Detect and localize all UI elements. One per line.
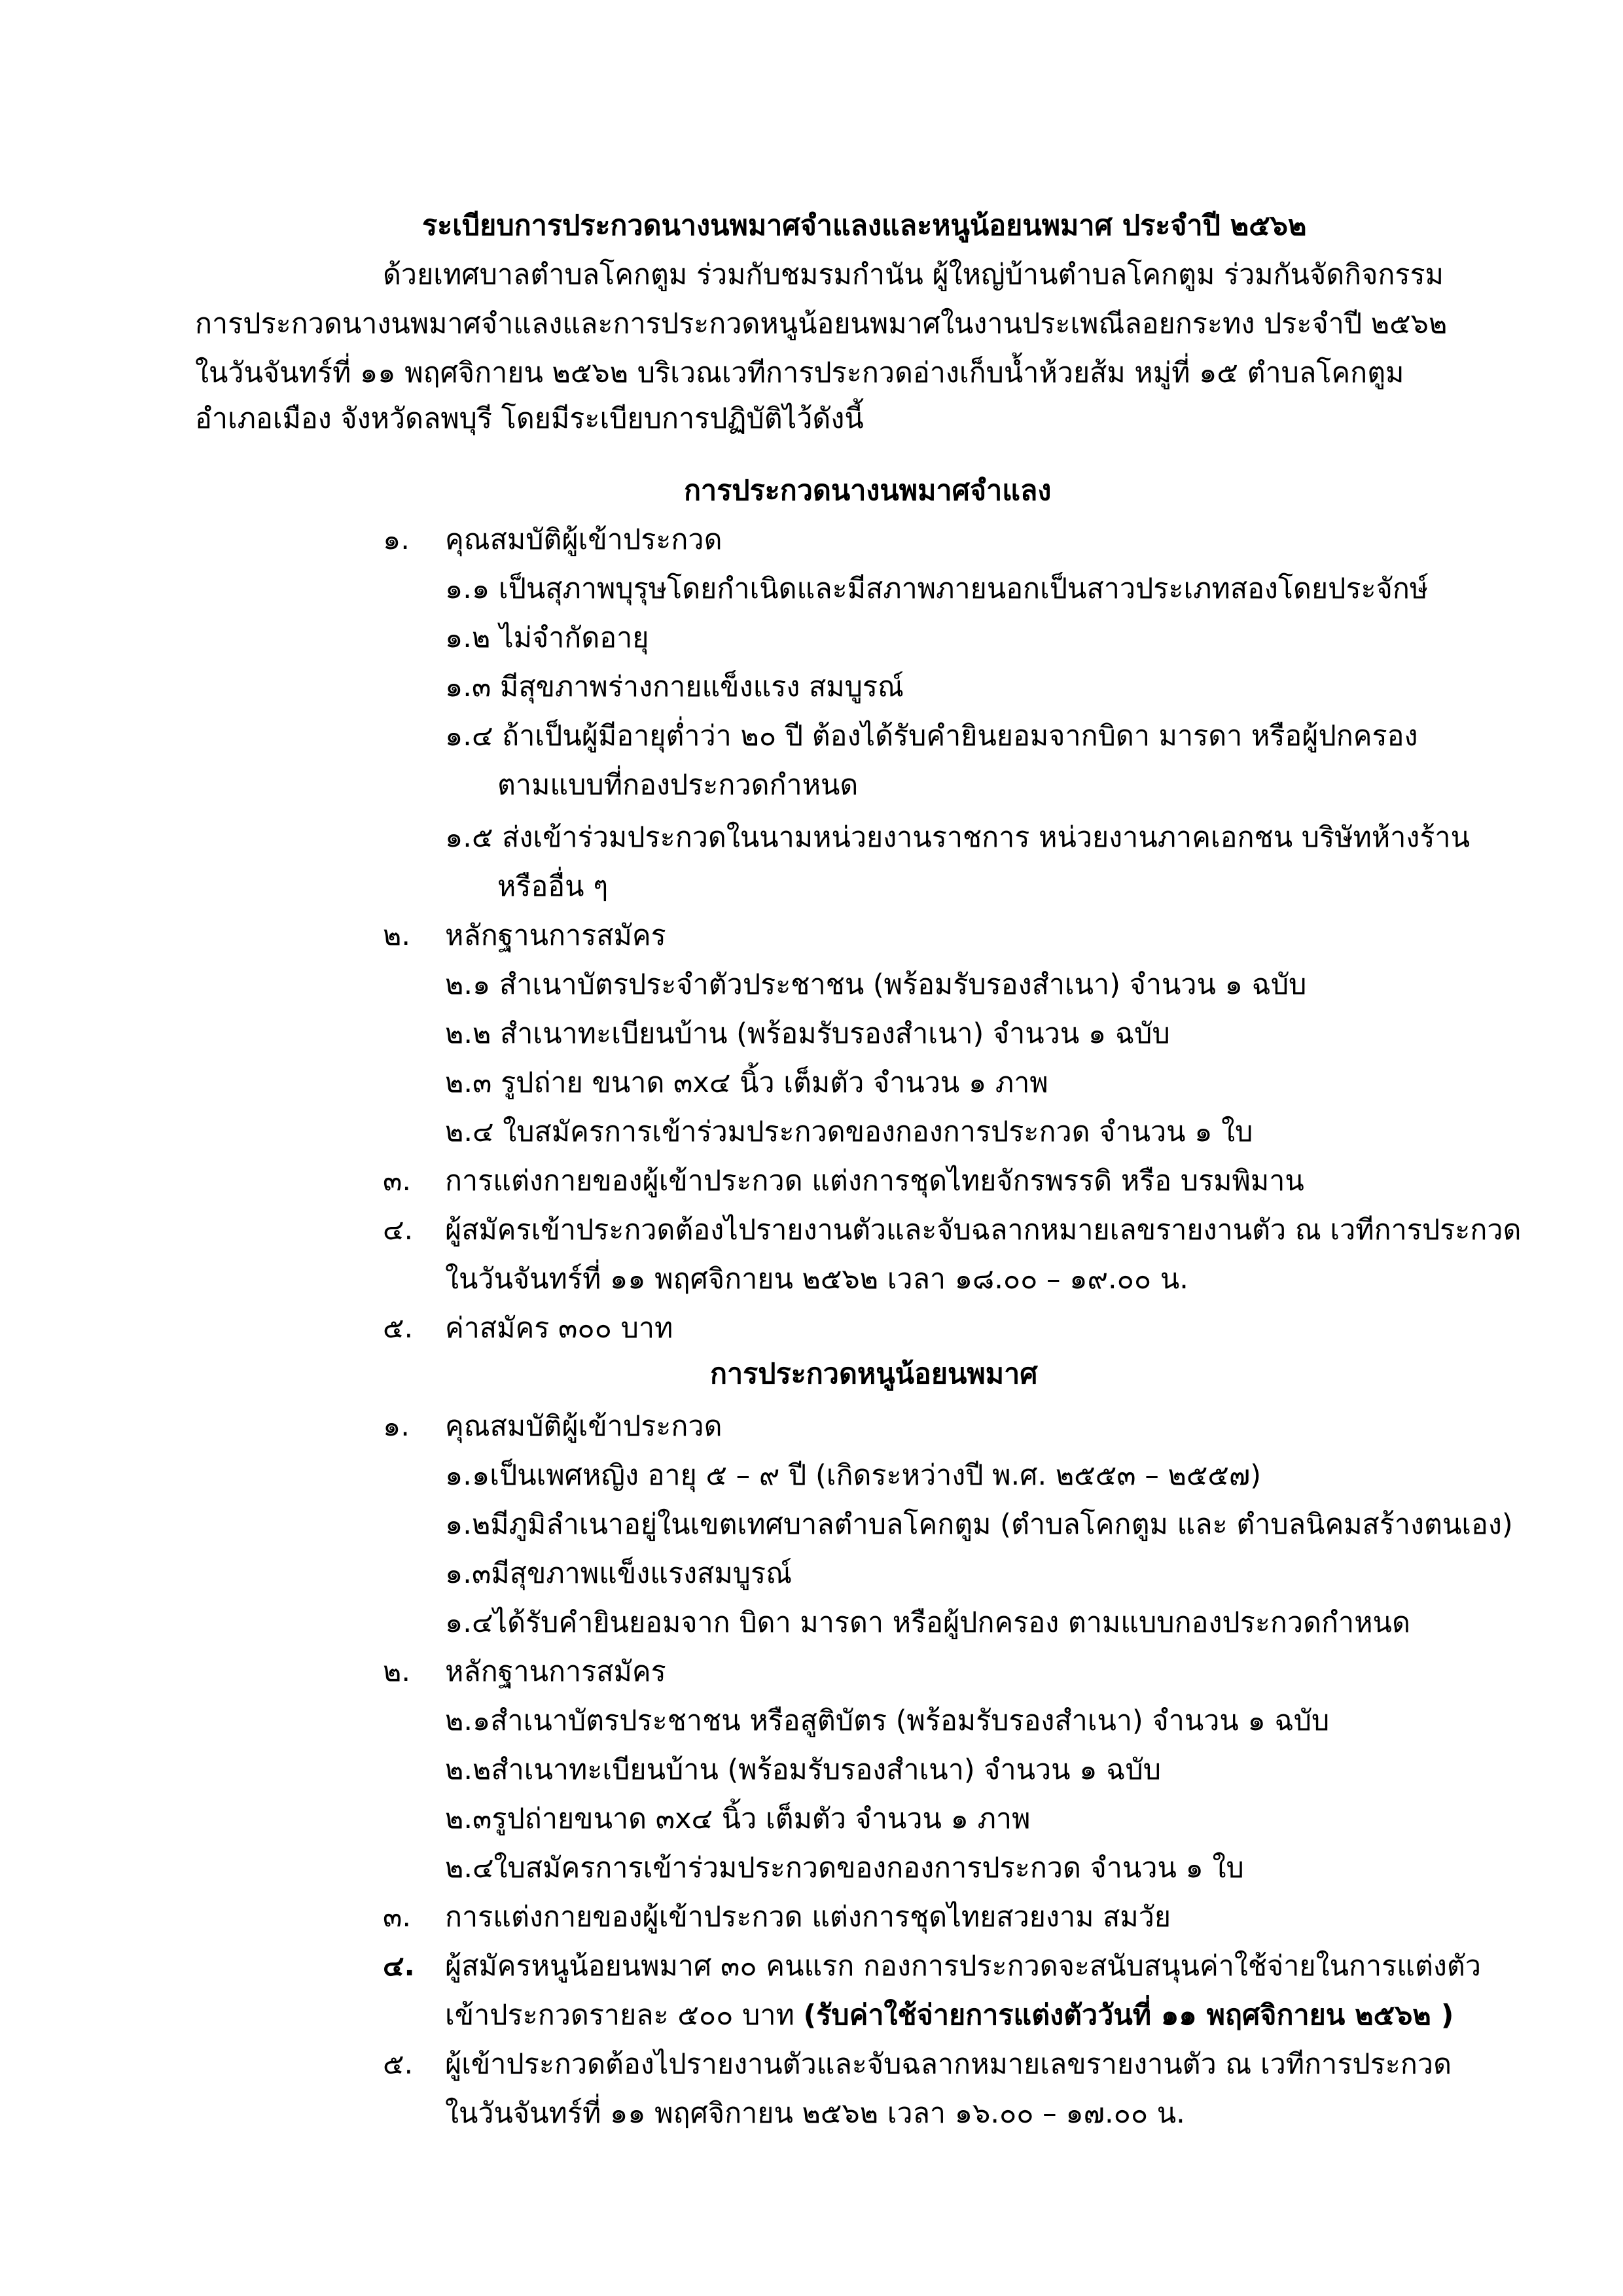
item-text: คุณสมบัติผู้เข้าประกวด xyxy=(445,523,722,556)
section-heading-1: การประกวดนางนพมาศจำแลง xyxy=(684,474,1052,507)
item-number: ๓. xyxy=(383,1901,412,1934)
list-item: ในวันจันทร์ที่ ๑๑ พฤศจิกายน ๒๕๖๒ เวลา ๑๖.๐๐ – ๑๗.๐๐ น. xyxy=(445,2097,1185,2130)
intro-line-2: การประกวดนางนพมาศจำแลงและการประกวดหนูน้อยนพมาศในงานประเพณีลอยกระทง ประจำปี ๒๕๖๒ xyxy=(195,308,1448,340)
list-item: ๑.๕ ส่งเข้าร่วมประกวดในนามหน่วยงานราชการ หน่วยงานภาคเอกชน บริษัทห้างร้าน xyxy=(445,821,1470,854)
item-text: ผู้สมัครหนูน้อยนพมาศ ๓๐ คนแรก กองการประกวดจะสนับสนุนค่าใช้จ่ายในการแต่งตัว xyxy=(445,1950,1481,1983)
list-item: ๒.๓รูปถ่ายขนาด ๓x๔ นิ้ว เต็มตัว จำนวน ๑ ภาพ xyxy=(445,1803,1031,1835)
list-item xyxy=(383,520,722,559)
list-item xyxy=(383,1210,1521,1250)
item-text: ผู้สมัครเข้าประกวดต้องไปรายงานตัวและจับฉลากหมายเลขรายงานตัว ณ เวทีการประกวด xyxy=(445,1214,1522,1246)
item-number: ๑. xyxy=(383,1410,410,1443)
list-item: ๑.๓ มีสุขภาพร่างกายแข็งแรง สมบูรณ์ xyxy=(445,671,904,703)
item-number: ๑. xyxy=(383,523,410,556)
list-item xyxy=(383,2045,1452,2084)
list-item xyxy=(383,1898,1171,1937)
list-item: ๒.๔ใบสมัครการเข้าร่วมประกวดของกองการประกวด จำนวน ๑ ใบ xyxy=(445,1852,1244,1884)
item-number: ๓. xyxy=(383,1165,412,1197)
item-text: คุณสมบัติผู้เข้าประกวด xyxy=(445,1410,722,1443)
list-item: ๑.๑ เป็นสุภาพบุรุษโดยกำเนิดและมีสภาพภายนอกเป็นสาวประเภทสองโดยประจักษ์ xyxy=(445,573,1429,605)
list-item xyxy=(383,1652,666,1691)
item-number: ๔. xyxy=(383,1214,414,1246)
item-bold-text: (รับค่าใช้จ่ายการแต่งตัววันที่ ๑๑ พฤศจิกายน ๒๕๖๒ ) xyxy=(803,1999,1454,2032)
item-text: ค่าสมัคร ๓๐๐ บาท xyxy=(445,1312,673,1345)
list-item: ๒.๒สำเนาทะเบียนบ้าน (พร้อมรับรองสำเนา) จำนวน ๑ ฉบับ xyxy=(445,1754,1162,1786)
item-text: เข้าประกวดรายละ ๕๐๐ บาท xyxy=(445,1999,794,2032)
list-item xyxy=(383,1947,1481,1986)
section-heading-2: การประกวดหนูน้อยนพมาศ xyxy=(710,1358,1038,1390)
item-text: การแต่งกายของผู้เข้าประกวด แต่งการชุดไทยจักรพรรดิ หรือ บรมพิมาน xyxy=(445,1165,1304,1197)
item-number: ๕. xyxy=(383,2048,414,2081)
list-item: ๑.๒ ไม่จำกัดอายุ xyxy=(445,622,649,654)
document-title: ระเบียบการประกวดนางนพมาศจำแลงและหนูน้อยนพมาศ ประจำปี ๒๕๖๒ xyxy=(422,209,1307,242)
item-text: หลักฐานการสมัคร xyxy=(445,1655,666,1688)
list-item: ๑.๓มีสุขภาพแข็งแรงสมบูรณ์ xyxy=(445,1557,792,1590)
list-item: ๒.๒ สำเนาทะเบียนบ้าน (พร้อมรับรองสำเนา) จำนวน ๑ ฉบับ xyxy=(445,1017,1170,1050)
list-item: ๒.๑สำเนาบัตรประชาชน หรือสูติบัตร (พร้อมรับรองสำเนา) จำนวน ๑ ฉบับ xyxy=(445,1704,1330,1737)
intro-line-3: ในวันจันทร์ที่ ๑๑ พฤศจิกายน ๒๕๖๒ บริเวณเวทีการประกวดอ่างเก็บน้ำห้วยส้ม หมู่ที่ ๑๕ ตำบลโคกตูม xyxy=(195,357,1404,389)
list-item: ๑.๔ได้รับคำยินยอมจาก บิดา มารดา หรือผู้ปกครอง ตามแบบกองประกวดกำหนด xyxy=(445,1606,1410,1639)
list-item xyxy=(383,1161,1304,1201)
list-item: ๑.๔ ถ้าเป็นผู้มีอายุต่ำว่า ๒๐ ปี ต้องได้รับคำยินยอมจากบิดา มารดา หรือผู้ปกครอง xyxy=(445,720,1418,752)
list-item: ๑.๑เป็นเพศหญิง อายุ ๕ – ๙ ปี (เกิดระหว่างปี พ.ศ. ๒๕๕๓ – ๒๕๕๗) xyxy=(445,1459,1262,1492)
item-number: ๒. xyxy=(383,1655,411,1688)
list-item xyxy=(383,1309,673,1348)
item-number: ๔. xyxy=(383,1950,415,1983)
item-text: การแต่งกายของผู้เข้าประกวด แต่งการชุดไทยสวยงาม สมวัย xyxy=(445,1901,1171,1934)
item-text: ผู้เข้าประกวดต้องไปรายงานตัวและจับฉลากหมายเลขรายงานตัว ณ เวทีการประกวด xyxy=(445,2048,1452,2081)
list-item: ตามแบบที่กองประกวดกำหนด xyxy=(497,769,859,802)
item-number: ๒. xyxy=(383,919,411,952)
intro-line-1: ด้วยเทศบาลตำบลโคกตูม ร่วมกับชมรมกำนัน ผู้ใหญ่บ้านตำบลโคกตูม ร่วมกันจัดกิจกรรม xyxy=(383,258,1444,291)
list-item: ๑.๒มีภูมิลำเนาอยู่ในเขตเทศบาลตำบลโคกตูม (ตำบลโคกตูม และ ตำบลนิคมสร้างตนเอง) xyxy=(445,1508,1513,1541)
list-item: ๒.๔ ใบสมัครการเข้าร่วมประกวดของกองการประกวด จำนวน ๑ ใบ xyxy=(445,1116,1253,1148)
item-number: ๕. xyxy=(383,1312,414,1345)
list-item: ๒.๑ สำเนาบัตรประจำตัวประชาชน (พร้อมรับรองสำเนา) จำนวน ๑ ฉบับ xyxy=(445,968,1307,1001)
list-item xyxy=(383,916,666,955)
list-item: ๒.๓ รูปถ่าย ขนาด ๓x๔ นิ้ว เต็มตัว จำนวน ๑ ภาพ xyxy=(445,1067,1048,1099)
list-item: หรืออื่น ๆ xyxy=(497,870,609,903)
intro-line-4: อำเภอเมือง จังหวัดลพบุรี โดยมีระเบียบการปฏิบัติไว้ดังนี้ xyxy=(195,402,864,435)
list-item xyxy=(445,1996,1454,2035)
list-item xyxy=(383,1407,722,1446)
list-item: ในวันจันทร์ที่ ๑๑ พฤศจิกายน ๒๕๖๒ เวลา ๑๘.๐๐ – ๑๙.๐๐ น. xyxy=(445,1263,1188,1296)
item-text: หลักฐานการสมัคร xyxy=(445,919,666,952)
